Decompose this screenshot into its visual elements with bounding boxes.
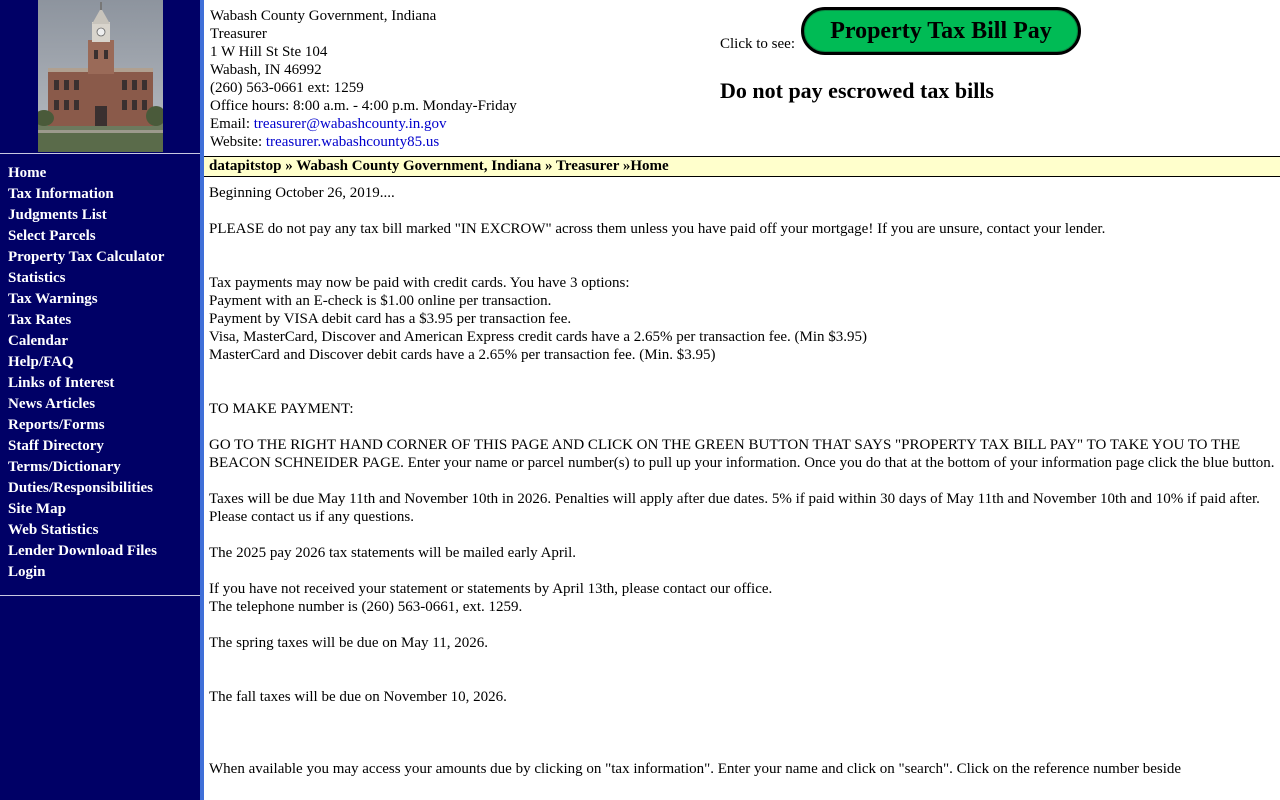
payment-option-visa-debit: Payment by VISA debit card has a $3.95 per transaction fee. xyxy=(209,311,572,327)
nav-link-staff-directory[interactable]: Staff Directory xyxy=(8,438,104,454)
sidebar-divider xyxy=(200,0,204,800)
nav-link-tax-rates[interactable]: Tax Rates xyxy=(8,312,72,328)
escrow-notice: Do not pay escrowed tax bills xyxy=(720,78,994,103)
nav-link-terms-dictionary[interactable]: Terms/Dictionary xyxy=(8,459,121,475)
click-to-see-label: Click to see: xyxy=(720,36,795,52)
nav-item-terms-dictionary xyxy=(8,457,164,478)
payment-option-debit: MasterCard and Discover debit cards have a 2.65% per transaction fee. (Min. $3.95) xyxy=(209,347,716,363)
nav-item-tax-warnings xyxy=(8,289,164,310)
street-address: 1 W Hill St Ste 104 xyxy=(210,44,328,60)
nav-item-duties-responsibilities xyxy=(8,478,164,499)
payment-option-credit: Visa, MasterCard, Discover and American Express credit cards have a 2.65% per transaction fee. (Min $3.95) xyxy=(209,329,868,345)
statements-mailing: The 2025 pay 2026 tax statements will be mailed early April. xyxy=(209,545,576,561)
nav-link-judgments-list[interactable]: Judgments List xyxy=(8,207,107,223)
nav-link-site-map[interactable]: Site Map xyxy=(8,501,66,517)
make-payment-heading: TO MAKE PAYMENT: xyxy=(209,401,354,417)
city-state-zip: Wabash, IN 46992 xyxy=(210,62,322,78)
sidebar-bottom-rule xyxy=(0,595,200,596)
nav-link-statistics[interactable]: Statistics xyxy=(8,270,66,286)
nav-link-duties-responsibilities[interactable]: Duties/Responsibilities xyxy=(8,480,154,496)
payment-option-echeck: Payment with an E-check is $1.00 online per transaction. xyxy=(209,293,552,309)
website-line xyxy=(210,133,517,151)
sidebar xyxy=(0,0,200,800)
nav-item-lender-download-files xyxy=(8,541,164,562)
sidebar-nav xyxy=(8,163,164,583)
nav-item-tax-rates xyxy=(8,310,164,331)
escrow-warning-text: PLEASE do not pay any tax bill marked "IN EXCROW" across them unless you have paid off your mortgage! If you are unsure, contact your lender. xyxy=(209,221,1106,237)
office-address-block xyxy=(210,7,517,151)
nav-link-tax-information[interactable]: Tax Information xyxy=(8,186,114,202)
nav-item-news-articles xyxy=(8,394,164,415)
breadcrumb: datapitstop » Wabash County Government, Indiana » Treasurer »Home xyxy=(204,156,1280,177)
property-tax-bill-pay-button[interactable]: Property Tax Bill Pay xyxy=(801,7,1081,55)
courthouse-photo xyxy=(38,0,163,152)
spring-due-date: The spring taxes will be due on May 11, 2026. xyxy=(209,635,488,651)
nav-link-property-tax-calculator[interactable]: Property Tax Calculator xyxy=(8,249,165,265)
main-content xyxy=(209,184,1277,778)
nav-item-help-faq xyxy=(8,352,164,373)
nav-link-tax-warnings[interactable]: Tax Warnings xyxy=(8,291,98,307)
nav-item-reports-forms xyxy=(8,415,164,436)
nav-link-lender-download-files[interactable]: Lender Download Files xyxy=(8,543,157,559)
phone-number: (260) 563-0661 ext: 1259 xyxy=(210,80,364,96)
office-telephone: The telephone number is (260) 563-0661, ext. 1259. xyxy=(209,599,523,615)
website-link[interactable]: treasurer.wabashcounty85.us xyxy=(265,134,440,150)
content-intro: Beginning October 26, 2019.... xyxy=(209,185,395,201)
nav-link-reports-forms[interactable]: Reports/Forms xyxy=(8,417,105,433)
nav-link-calendar[interactable]: Calendar xyxy=(8,333,68,349)
email-line xyxy=(210,115,517,133)
nav-link-news-articles[interactable]: News Articles xyxy=(8,396,96,412)
org-name: Wabash County Government, Indiana xyxy=(210,8,437,24)
nav-item-web-statistics xyxy=(8,520,164,541)
nav-item-login xyxy=(8,562,164,583)
nav-item-links-of-interest xyxy=(8,373,164,394)
sidebar-top-rule xyxy=(0,153,200,154)
email-link[interactable]: treasurer@wabashcounty.in.gov xyxy=(253,116,447,132)
nav-link-login[interactable]: Login xyxy=(8,564,46,580)
office-name: Treasurer xyxy=(210,26,267,42)
nav-link-links-of-interest[interactable]: Links of Interest xyxy=(8,375,115,391)
nav-link-web-statistics[interactable]: Web Statistics xyxy=(8,522,99,538)
nav-link-help-faq[interactable]: Help/FAQ xyxy=(8,354,74,370)
nav-item-calendar xyxy=(8,331,164,352)
statement-not-received: If you have not received your statement or statements by April 13th, please contact our office. xyxy=(209,581,773,597)
office-hours: Office hours: 8:00 a.m. - 4:00 p.m. Monday-Friday xyxy=(210,98,517,114)
nav-item-judgments-list xyxy=(8,205,164,226)
email-label: Email: xyxy=(210,116,254,132)
make-payment-instructions: GO TO THE RIGHT HAND CORNER OF THIS PAGE AND CLICK ON THE GREEN BUTTON THAT SAYS "PROPERTY TAX BILL PAY" TO TAKE YOU TO THE BEACON SCHNEIDER PAGE. Enter your name or parcel number(s) to pull up your information. Once you do that at the bottom of your information page click the blue button. xyxy=(209,437,1275,471)
nav-item-home xyxy=(8,163,164,184)
nav-link-home[interactable]: Home xyxy=(8,165,47,181)
nav-item-site-map xyxy=(8,499,164,520)
nav-item-select-parcels xyxy=(8,226,164,247)
due-dates-penalties: Taxes will be due May 11th and November 10th in 2026. Penalties will apply after due dates. 5% if paid within 30 days of May 11th and November 10th and 10% if paid after. Please contact us if any questions. xyxy=(209,491,1260,525)
nav-link-select-parcels[interactable]: Select Parcels xyxy=(8,228,96,244)
access-amounts-due: When available you may access your amounts due by clicking on "tax information". Enter your name and click on "search". Click on the reference number beside xyxy=(209,761,1182,777)
fall-due-date: The fall taxes will be due on November 10, 2026. xyxy=(209,689,507,705)
payment-options-heading: Tax payments may now be paid with credit cards. You have 3 options: xyxy=(209,275,630,291)
nav-item-property-tax-calculator xyxy=(8,247,164,268)
nav-item-staff-directory xyxy=(8,436,164,457)
nav-item-tax-information xyxy=(8,184,164,205)
website-label: Website: xyxy=(210,134,266,150)
nav-item-statistics xyxy=(8,268,164,289)
